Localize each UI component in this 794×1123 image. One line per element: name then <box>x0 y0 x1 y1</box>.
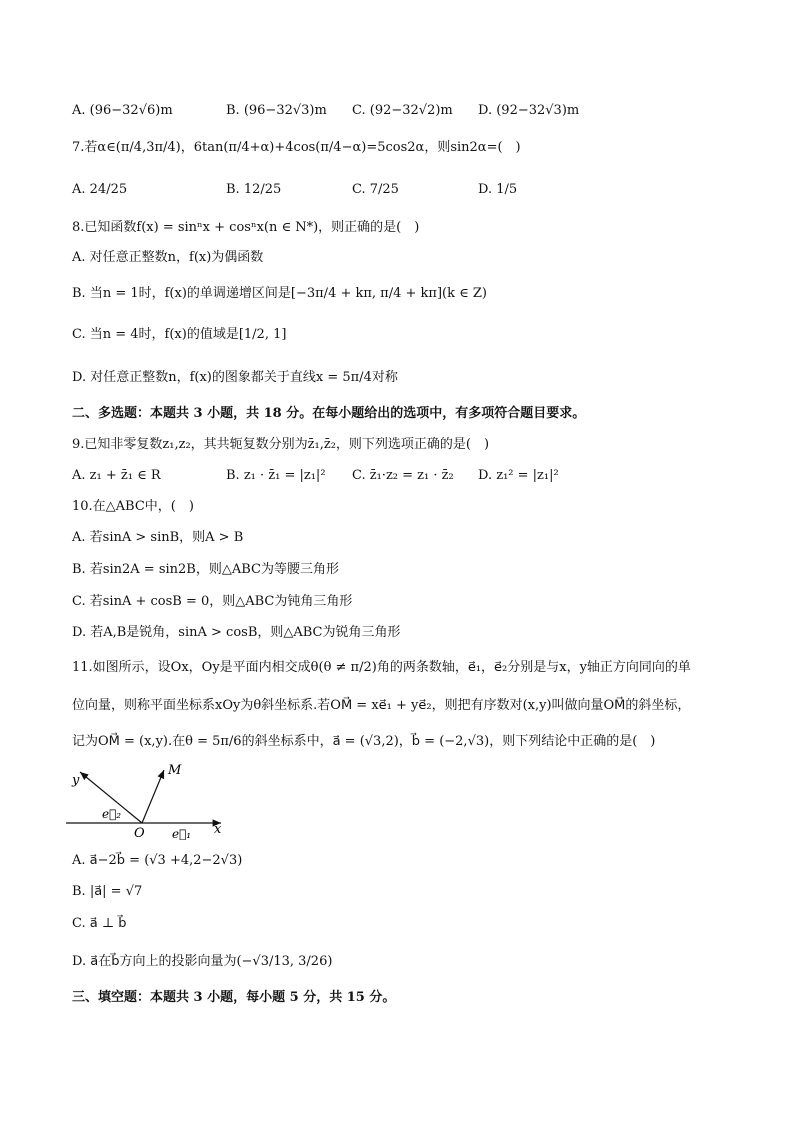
y-axis-label: y <box>72 773 80 788</box>
oblique-coordinate-figure <box>66 758 236 840</box>
q7-stem: 7.若α∈(π/4,3π/4)，6tan(π/4+α)+4cos(π/4−α)=5cos2α，则sin2α=( ) <box>72 140 521 155</box>
section-multi-choice-heading: 二、多选题：本题共 3 小题，共 18 分。在每小题给出的选项中，有多项符合题目要求。 <box>72 406 586 421</box>
q6-option-a: A. (96−32√6)m <box>72 103 173 118</box>
q6-option-d: D. (92−32√3)m <box>478 103 580 118</box>
q11-option-a: A. a⃗−2b⃗ = (√3 +4,2−2√3) <box>72 853 243 868</box>
q9-option-b: B. z₁ · z̄₁ = |z₁|² <box>226 468 326 483</box>
q10-option-b: B. 若sin2A = sin2B，则△ABC为等腰三角形 <box>72 562 339 577</box>
e2-label: e⃗₂ <box>102 807 122 821</box>
q9-option-a: A. z₁ + z̄₁ ∈ R <box>72 468 161 483</box>
q10-option-c: C. 若sinA + cosB = 0，则△ABC为钝角三角形 <box>72 594 353 609</box>
q6-option-c: C. (92−32√2)m <box>352 103 453 118</box>
q9-option-d: D. z₁² = |z₁|² <box>478 468 559 483</box>
q8-option-c: C. 当n = 4时，f(x)的值域是[1/2, 1] <box>72 327 287 342</box>
q6-option-b: B. (96−32√3)m <box>226 103 327 118</box>
q8-option-b: B. 当n = 1时，f(x)的单调递增区间是[−3π/4 + kπ, π/4 + kπ](k ∈ Z) <box>72 286 487 301</box>
q11-stem-line3: 记为OM⃗ = (x,y).在θ = 5π/6的斜坐标系中，a⃗ = (√3,2)，b⃗ = (−2,√3)，则下列结论中正确的是( ) <box>72 734 656 749</box>
q8-stem: 8.已知函数f(x) = sinⁿx + cosⁿx(n ∈ N*)，则正确的是( ) <box>72 220 420 235</box>
x-axis-label: x <box>214 822 222 837</box>
vector-om <box>142 770 164 823</box>
q8-option-a: A. 对任意正整数n，f(x)为偶函数 <box>72 250 264 265</box>
q7-option-d: D. 1/5 <box>478 182 518 197</box>
section-fill-in-heading: 三、填空题：本题共 3 小题，每小题 5 分，共 15 分。 <box>72 990 396 1005</box>
q7-option-c: C. 7/25 <box>352 182 399 197</box>
q10-stem: 10.在△ABC中，( ) <box>72 499 194 514</box>
q8-option-d: D. 对任意正整数n，f(x)的图象都关于直线x = 5π/4对称 <box>72 370 398 385</box>
q10-option-d: D. 若A,B是锐角，sinA > cosB，则△ABC为锐角三角形 <box>72 625 401 640</box>
e1-label: e⃗₁ <box>172 827 192 840</box>
q11-option-d: D. a⃗在b⃗方向上的投影向量为(−√3/13, 3/26) <box>72 954 333 969</box>
point-m-label: M <box>168 763 182 778</box>
q11-stem-line2: 位向量，则称平面坐标系xOy为θ斜坐标系.若OM⃗ = xe⃗₁ + ye⃗₂，则把有序数对(x,y)叫做向量OM⃗的斜坐标， <box>72 698 691 713</box>
q10-option-a: A. 若sinA > sinB，则A > B <box>72 530 244 545</box>
q11-stem-line1: 11.如图所示，设Ox，Oy是平面内相交成θ(θ ≠ π/2)角的两条数轴，e⃗₁，e⃗₂分别是与x，y轴正方向同向的单 <box>72 660 691 675</box>
q9-option-c: C. z̄₁·z₂ = z₁ · z̄₂ <box>352 468 454 483</box>
q7-option-b: B. 12/25 <box>226 182 282 197</box>
q9-stem: 9.已知非零复数z₁,z₂，其共轭复数分别为z̄₁,z̄₂，则下列选项正确的是( ) <box>72 437 490 452</box>
q7-option-a: A. 24/25 <box>72 182 128 197</box>
origin-label: O <box>134 826 145 840</box>
q11-option-b: B. |a⃗| = √7 <box>72 884 143 899</box>
q11-option-c: C. a⃗ ⊥ b⃗ <box>72 916 127 931</box>
